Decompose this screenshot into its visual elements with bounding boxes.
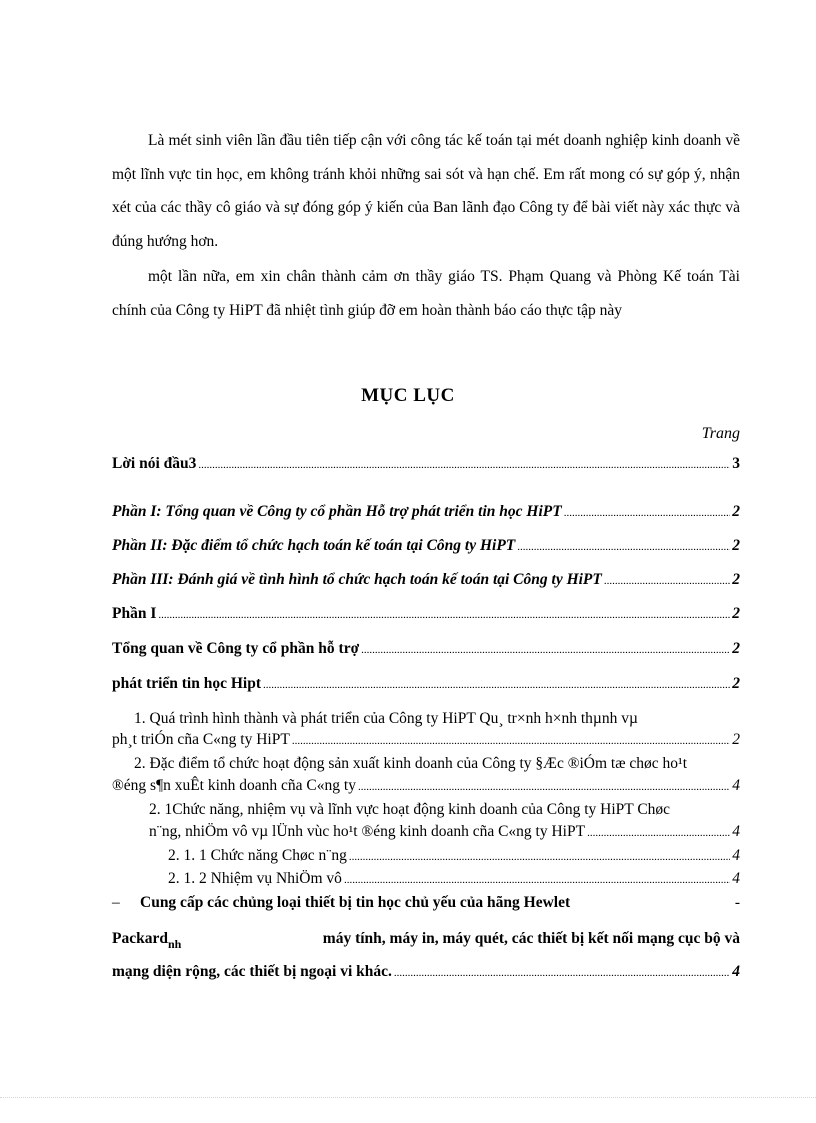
- toc-leader: [263, 675, 730, 693]
- toc-entry-text-line1[interactable]: [112, 894, 740, 912]
- toc-entry-page: 2: [732, 675, 740, 692]
- toc-entry-page: 2: [732, 640, 740, 657]
- toc-entry[interactable]: [112, 455, 740, 473]
- toc-entry-page: 4: [732, 823, 740, 840]
- toc-entry-page: 2: [732, 571, 740, 588]
- subscript-text: nh: [167, 937, 182, 951]
- toc-entry-text: n¨ng, nhiÖm vô vµ lÜnh vùc ho¹t ®éng kinh doanh cña C«ng ty HiPT: [149, 823, 586, 840]
- toc-entry-page: 2: [732, 537, 740, 554]
- toc-leader: [361, 640, 730, 658]
- toc-entry-text: Phần II: Đặc điểm tổ chức hạch toán kế toán tại Công ty HiPT: [112, 537, 516, 554]
- toc-entry-text: Tổng quan về Công ty cổ phần hỗ trợ: [112, 640, 360, 657]
- toc-leader: [517, 537, 730, 555]
- toc-page-header: Trang: [701, 425, 740, 442]
- toc-leader: [344, 870, 730, 888]
- toc-entry-text-line1[interactable]: 1. Quá trình hình thành và phát triển của Công ty HiPT Qu¸ tr×nh h×nh thµnh vµ: [134, 710, 638, 727]
- toc-leader: [158, 605, 730, 623]
- toc-entry-page: 4: [732, 847, 740, 864]
- toc-entry-text: 2. 1. 2 Nhiệm vụ NhiÖm vô: [168, 870, 342, 887]
- intro-paragraph-1-text: Là mét sinh viên lần đầu tiên tiếp cận với công tác kế toán tại mét doanh nghiệp kinh doanh về một lĩnh vực tin học, em không tránh khỏi những sai sót và hạn chế. Em rất mong có sự góp ý, nhận xét của các thầy cô giáo và sự đóng góp ý kiến của Ban lãnh đạo Công ty để bài viết này xác thực và đúng hướng hơn.: [112, 132, 740, 250]
- toc-entry-text: Phần I: [112, 605, 157, 622]
- toc-entry[interactable]: [149, 823, 740, 841]
- toc-leader: [198, 455, 730, 473]
- toc-title: MỤC LỤC: [361, 385, 455, 406]
- toc-entry-text: Phần III: Đánh giá về tình hình tổ chức hạch toán kế toán tại Công ty HiPT: [112, 571, 602, 588]
- toc-leader: [564, 503, 731, 521]
- intro-paragraph-2-text: một lần nữa, em xin chân thành cảm ơn thầy giáo TS. Phạm Quang và Phòng Kế toán Tài chính của Công ty HiPT đã nhiệt tình giúp đỡ em hoàn thành báo cáo thực tập này: [112, 268, 740, 319]
- toc-entry-text: ®éng s¶n xuÊt kinh doanh cña C«ng ty: [112, 777, 356, 794]
- toc-entry-text: Lời nói đầu3: [112, 455, 197, 472]
- intro-paragraph-1: [112, 124, 740, 258]
- toc-entry-text: phát triển tin học Hipt: [112, 675, 261, 692]
- toc-leader: [394, 963, 730, 981]
- list-dash: –: [112, 894, 120, 911]
- toc-entry-page: 4: [732, 870, 740, 887]
- toc-entry-text: Phần I: Tổng quan về Công ty cổ phần Hỗ trợ phát triển tin học HiPT: [112, 503, 562, 520]
- toc-entry[interactable]: [168, 870, 740, 888]
- toc-entry[interactable]: [112, 537, 740, 555]
- hyphen: -: [734, 894, 740, 911]
- toc-entry-page: 4: [732, 963, 740, 980]
- toc-leader: [292, 731, 730, 749]
- toc-entry[interactable]: [112, 503, 740, 521]
- toc-entry-text: Cung cấp các chủng loại thiết bị tin học chủ yếu của hãng Hewlet: [140, 894, 571, 911]
- toc-entry-text-line2[interactable]: [112, 930, 740, 952]
- toc-entry-page: 3: [732, 455, 740, 472]
- intro-paragraph-2: [112, 260, 740, 327]
- toc-entry-text: mạng diện rộng, các thiết bị ngoại vi khác.: [112, 963, 392, 980]
- toc-entry[interactable]: [112, 675, 740, 693]
- toc-entry-text-line1[interactable]: 2. Đặc điểm tổ chức hoạt động sản xuất kinh doanh của Công ty §Æc ®iÓm tæ chøc ho¹t: [134, 755, 688, 772]
- toc-entry-text: máy tính, máy in, máy quét, các thiết bị kết nối mạng cục bộ và: [322, 930, 740, 947]
- toc-entry-page: 2: [732, 503, 740, 520]
- toc-entry[interactable]: [112, 640, 740, 658]
- toc-entry[interactable]: [112, 731, 740, 749]
- toc-entry[interactable]: [112, 571, 740, 589]
- toc-entry[interactable]: [112, 777, 740, 795]
- toc-leader: [604, 571, 730, 589]
- toc-entry[interactable]: [112, 605, 740, 623]
- toc-leader: [587, 823, 730, 841]
- toc-entry-page: 2: [732, 731, 740, 748]
- toc-entry-page: 4: [732, 777, 740, 794]
- toc-entry[interactable]: [112, 963, 740, 981]
- toc-entry-text-line1[interactable]: 2. 1Chức năng, nhiệm vụ và lĩnh vực hoạt động kinh doanh của Công ty HiPT Chøc: [149, 801, 671, 818]
- toc-entry-text: Packard: [112, 930, 168, 947]
- toc-leader: [349, 847, 730, 865]
- toc-entry-text: ph¸t triÓn cña C«ng ty HiPT: [112, 731, 290, 748]
- toc-entry-page: 2: [732, 605, 740, 622]
- toc-entry-text: 2. 1. 1 Chức năng Chøc n¨ng: [168, 847, 347, 864]
- toc-entry[interactable]: [168, 847, 740, 865]
- toc-leader: [358, 777, 730, 795]
- page-bottom-divider: [0, 1097, 816, 1098]
